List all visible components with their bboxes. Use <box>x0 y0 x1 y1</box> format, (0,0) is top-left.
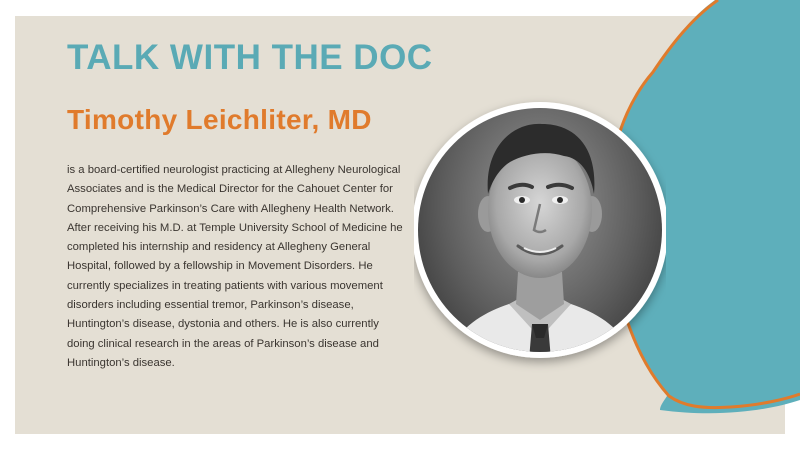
doctor-bio: is a board-certified neurologist practicing at Allegheny Neurological Associates and is the Medical Director for the Cahouet Center for Comprehensive Parkinson’s Care with Allegheny Health Network. After receiving his M.D. at Temple University School of Medicine he completed his internship and residency at Allegheny General Hospital, followed by a fellowship in Movement Disorders. He currently specializes in treating patients with various movement disorders including essential tremor, Parkinson’s disease, Huntington’s disease, dystonia and others. He is also currently doing clinical research in the areas of Parkinson’s disease and Huntington’s disease. <box>67 164 403 369</box>
section-title: TALK WITH THE DOC <box>67 38 433 77</box>
doctor-name: Timothy Leichliter, MD <box>67 104 372 135</box>
doctor-portrait-photo <box>414 76 666 396</box>
